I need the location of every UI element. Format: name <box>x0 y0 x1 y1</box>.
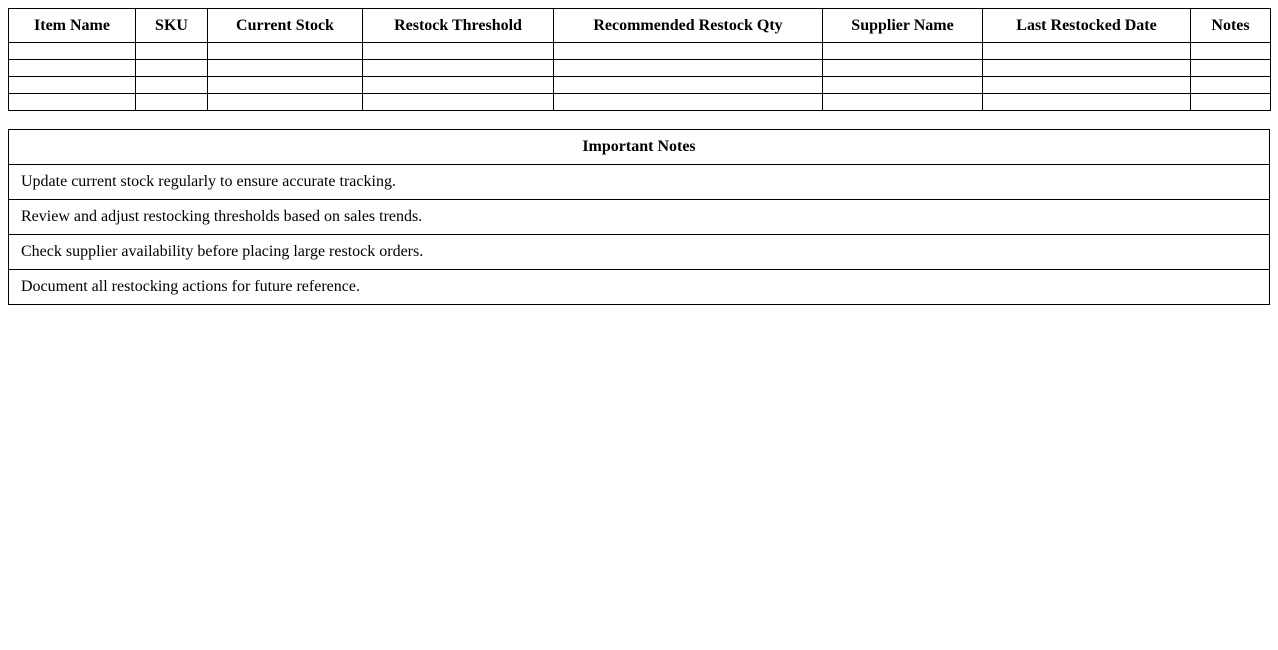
note-row <box>9 270 1270 305</box>
cell-notes[interactable] <box>1191 43 1271 60</box>
table-row <box>9 43 1271 60</box>
cell-recommended-restock-qty[interactable] <box>554 77 823 94</box>
inventory-header-row <box>9 9 1271 43</box>
cell-recommended-restock-qty[interactable] <box>554 94 823 111</box>
column-header-supplier-name: Supplier Name <box>823 9 983 43</box>
cell-sku[interactable] <box>136 43 208 60</box>
important-notes-table <box>8 129 1270 305</box>
column-header-recommended-restock-qty: Recommended Restock Qty <box>554 9 823 43</box>
cell-sku[interactable] <box>136 94 208 111</box>
cell-supplier-name[interactable] <box>823 43 983 60</box>
cell-last-restocked-date[interactable] <box>983 60 1191 77</box>
cell-item-name[interactable] <box>9 94 136 111</box>
cell-last-restocked-date[interactable] <box>983 43 1191 60</box>
note-row <box>9 165 1270 200</box>
column-header-item-name: Item Name <box>9 9 136 43</box>
note-item: Update current stock regularly to ensure accurate tracking. <box>9 165 1270 200</box>
column-header-sku: SKU <box>136 9 208 43</box>
table-row <box>9 94 1271 111</box>
cell-item-name[interactable] <box>9 77 136 94</box>
column-header-notes: Notes <box>1191 9 1271 43</box>
note-item: Review and adjust restocking thresholds based on sales trends. <box>9 200 1270 235</box>
cell-notes[interactable] <box>1191 77 1271 94</box>
cell-last-restocked-date[interactable] <box>983 77 1191 94</box>
table-row <box>9 60 1271 77</box>
cell-current-stock[interactable] <box>208 77 363 94</box>
cell-recommended-restock-qty[interactable] <box>554 60 823 77</box>
cell-item-name[interactable] <box>9 43 136 60</box>
cell-restock-threshold[interactable] <box>363 43 554 60</box>
cell-sku[interactable] <box>136 60 208 77</box>
note-row <box>9 200 1270 235</box>
table-row <box>9 77 1271 94</box>
cell-restock-threshold[interactable] <box>363 60 554 77</box>
cell-item-name[interactable] <box>9 60 136 77</box>
column-header-restock-threshold: Restock Threshold <box>363 9 554 43</box>
cell-last-restocked-date[interactable] <box>983 94 1191 111</box>
inventory-body <box>9 43 1271 111</box>
note-row <box>9 235 1270 270</box>
cell-supplier-name[interactable] <box>823 94 983 111</box>
cell-current-stock[interactable] <box>208 43 363 60</box>
inventory-table <box>8 8 1271 111</box>
cell-current-stock[interactable] <box>208 60 363 77</box>
cell-current-stock[interactable] <box>208 94 363 111</box>
column-header-last-restocked-date: Last Restocked Date <box>983 9 1191 43</box>
cell-restock-threshold[interactable] <box>363 77 554 94</box>
notes-title: Important Notes <box>9 130 1270 165</box>
column-header-current-stock: Current Stock <box>208 9 363 43</box>
cell-supplier-name[interactable] <box>823 60 983 77</box>
note-item: Check supplier availability before placing large restock orders. <box>9 235 1270 270</box>
cell-supplier-name[interactable] <box>823 77 983 94</box>
page-content <box>8 8 1270 305</box>
cell-sku[interactable] <box>136 77 208 94</box>
notes-header-row <box>9 130 1270 165</box>
cell-restock-threshold[interactable] <box>363 94 554 111</box>
note-item: Document all restocking actions for future reference. <box>9 270 1270 305</box>
cell-notes[interactable] <box>1191 60 1271 77</box>
cell-recommended-restock-qty[interactable] <box>554 43 823 60</box>
cell-notes[interactable] <box>1191 94 1271 111</box>
